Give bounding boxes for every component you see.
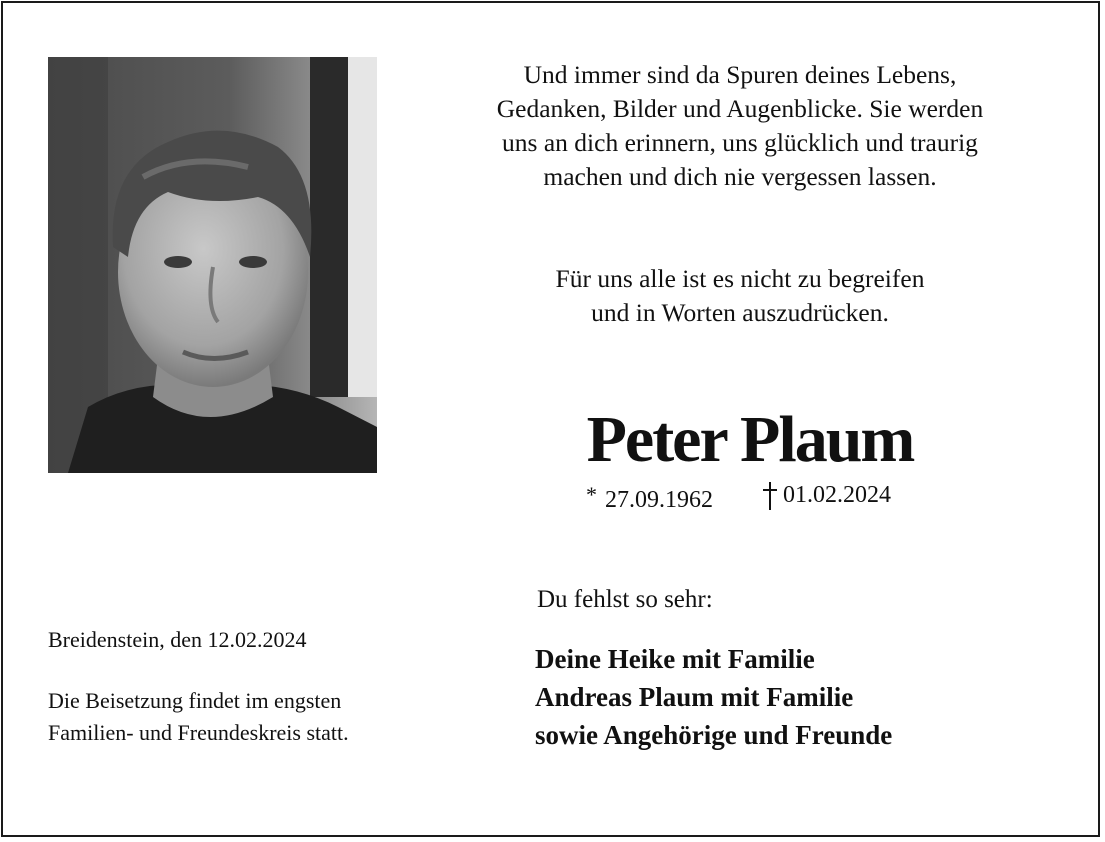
mourner-entry: Deine Heike mit Familie <box>535 644 815 674</box>
verse-line: machen und dich nie vergessen lassen. <box>543 162 937 191</box>
memorial-verse <box>420 58 1060 194</box>
portrait-photo <box>48 57 377 473</box>
verse-line: Und immer sind da Spuren deines Lebens, <box>523 60 957 89</box>
deceased-name: Peter Plaum <box>586 403 914 476</box>
cross-icon <box>763 480 777 510</box>
death-date-line <box>763 480 891 510</box>
miss-line: Du fehlst so sehr: <box>537 586 713 613</box>
verse-line: und in Worten auszudrücken. <box>591 298 889 327</box>
verse-line: uns an dich erinnern, uns glücklich und traurig <box>502 128 978 157</box>
birth-date: 27.09.1962 <box>605 487 713 513</box>
memorial-verse-2 <box>420 262 1060 330</box>
funeral-note-line: Familien- und Freundeskreis statt. <box>48 720 349 745</box>
mourner-entry: sowie Angehörige und Freunde <box>535 720 893 750</box>
place-date: Breidenstein, den 12.02.2024 <box>48 627 307 652</box>
mourner-entry: Andreas Plaum mit Familie <box>535 682 854 712</box>
verse-line: Gedanken, Bilder und Augenblicke. Sie werden <box>496 94 984 123</box>
birth-asterisk-icon: * <box>586 482 597 507</box>
death-date: 01.02.2024 <box>783 482 891 508</box>
mourners-list <box>535 640 892 754</box>
verse-line: Für uns alle ist es nicht zu begreifen <box>555 264 925 293</box>
funeral-note-line: Die Beisetzung findet im engsten <box>48 688 342 713</box>
funeral-note <box>48 685 349 749</box>
birth-date-line <box>586 480 713 515</box>
